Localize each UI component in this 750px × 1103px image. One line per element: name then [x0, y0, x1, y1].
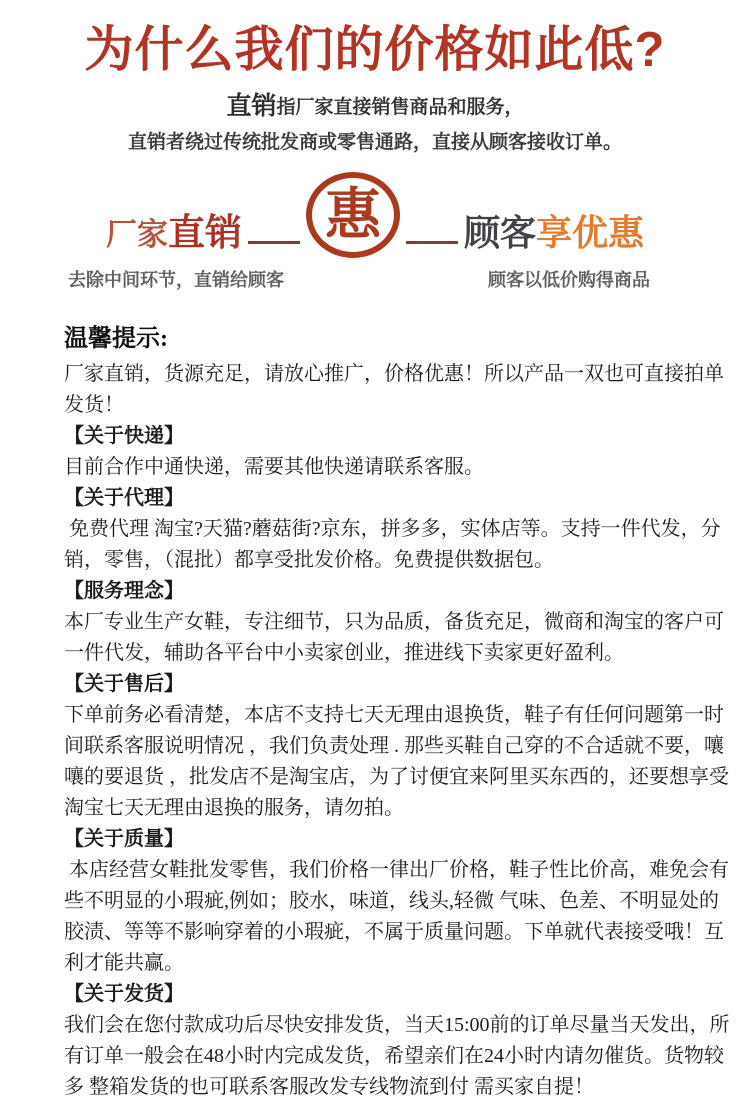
subtitle-line1: [0, 93, 750, 121]
right-connector-line: [406, 241, 458, 244]
subtitle-lead-term: 直销: [226, 92, 277, 120]
header-section: [0, 0, 750, 156]
notice-heading: 温馨提示:: [64, 326, 168, 352]
factory-caption: 去除中间环节，直销给顾客: [68, 270, 284, 290]
section-body-shipping: 我们会在您付款成功后尽快安排发货，当天15:00前的订单尽量当天发出，所有订单一般会在48小时内完成发货，希望亲们在24小时内请勿催货。货物较多 整箱发货的也可联系客服改发专线物流到付 需买家自提！: [64, 1014, 730, 1098]
diagram-captions: [0, 258, 750, 292]
section-header-shipping: 【关于发货】: [64, 983, 184, 1005]
section-body-service: 本厂专业生产女鞋，专注细节，只为品质，备货充足，微商和淘宝的客户可一件代发，辅助各平台中小卖家创业，推进线下卖家更好盈利。: [64, 611, 724, 664]
customer-label-part1: 顾客: [463, 212, 536, 253]
notice-section: [0, 292, 750, 1103]
section-header-aftersale: 【关于售后】: [64, 673, 184, 695]
customer-caption: 顾客以低价购得商品: [488, 270, 650, 290]
section-body-express: 目前合作中通快递，需要其他快递请联系客服。: [64, 456, 484, 478]
factory-label-part1: 厂家: [105, 217, 168, 252]
section-body-aftersale: 下单前务必看清楚，本店不支持七天无理由退换货，鞋子有任何问题第一时间联系客服说明情况 ，我们负责处理 . 那些买鞋自己穿的不合适就不要，嚷嚷的要退货 ，批发店不是淘宝店，为了讨便宜来阿里买东西的，还要想享受淘宝七天无理由退换的服务，请勿拍。: [64, 704, 729, 819]
section-header-agency: 【关于代理】: [64, 487, 184, 509]
page-title: 为什么我们的价格如此低?: [84, 23, 666, 77]
left-connector-line: [248, 241, 300, 244]
discount-badge-char: 惠: [324, 183, 381, 246]
notice-intro: 厂家直销，货源充足，请放心推广，价格优惠！所以产品一双也可直接拍单发货！: [64, 363, 724, 416]
section-header-quality: 【关于质量】: [64, 828, 184, 850]
direct-sale-diagram: [0, 170, 750, 258]
section-body-agency: 免费代理 淘宝?天猫?蘑菇街?京东，拼多多，实体店等。支持一件代发，分销，零售，（混批）都享受批发价格。免费提供数据包。: [64, 518, 721, 571]
subtitle-rest: 指厂家直接销售商品和服务，: [276, 97, 524, 118]
customer-label-part2: 享优惠: [536, 212, 645, 253]
customer-benefit-label: [464, 205, 644, 256]
factory-label-part2: 直销: [167, 212, 242, 253]
section-header-service: 【服务理念】: [64, 580, 184, 602]
factory-direct-label: [106, 202, 242, 256]
subtitle-line2: 直销者绕过传统批发商或零售通路，直接从顾客接收订单。: [127, 132, 622, 153]
section-body-quality: 本店经营女鞋批发零售，我们价格一律出厂价格，鞋子性比价高，难免会有些不明显的小瑕疵,例如；胶水，味道，线头,轻微 气味、色差、不明显处的胶渍、等等不影响穿着的小瑕疵，不属于质量问题。下单就代表接受哦！互利才能共赢。: [64, 859, 729, 974]
section-header-express: 【关于快递】: [64, 425, 184, 447]
discount-badge-circle: [306, 172, 400, 258]
